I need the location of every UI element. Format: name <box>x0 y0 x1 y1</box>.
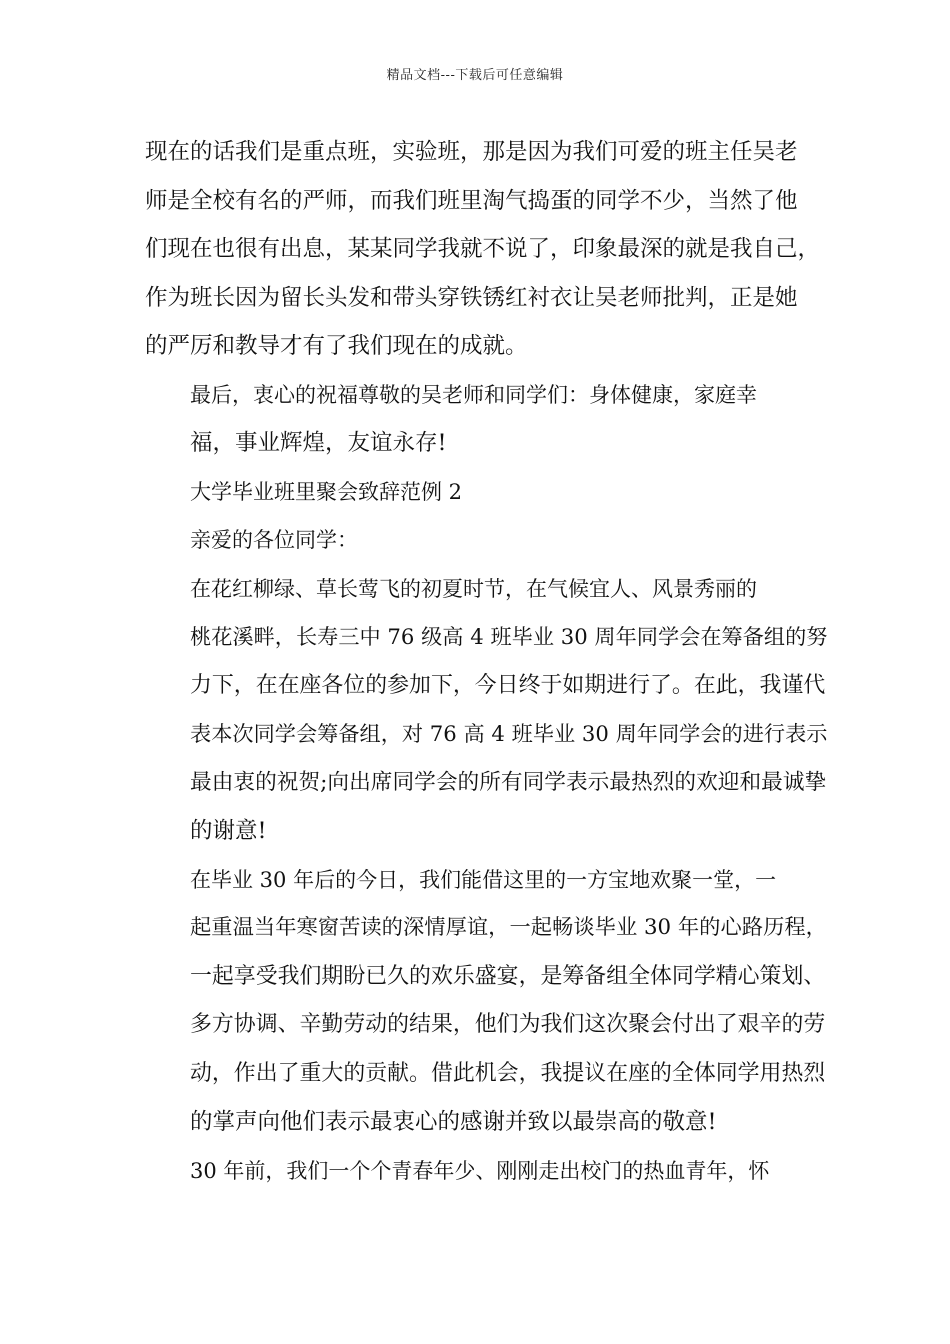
text-line: 师是全校有名的严师，而我们班里淘气捣蛋的同学不少，当然了他 <box>145 187 798 214</box>
text-line: 桃花溪畔，长寿三中 76 级高 4 班毕业 30 周年同学会在筹备组的努 <box>190 624 828 649</box>
text-line: 在毕业 30 年后的今日，我们能借这里的一方宝地欢聚一堂，一 <box>190 866 777 892</box>
text-line: 的严厉和教导才有了我们现在的成就。 <box>145 333 528 359</box>
text-line: 动，作出了重大的贡献。借此机会，我提议在座的全体同学用热烈 <box>190 1060 826 1086</box>
paragraph <box>145 516 825 565</box>
text-line: 多方协调、辛勤劳动的结果，他们为我们这次聚会付出了艰辛的劳 <box>190 1012 826 1037</box>
page-header: 精品文档---下载后可任意编辑 <box>386 68 564 83</box>
text-line: 作为班长因为留长头发和带头穿铁锈红衬衣让吴老师批判，正是她 <box>145 284 798 311</box>
paragraph <box>145 1147 825 1196</box>
text-line: 表本次同学会筹备组，对 76 高 4 班毕业 30 周年同学会的进行表示 <box>190 721 828 746</box>
text-line: 福，事业辉煌，友谊永存! <box>190 430 447 456</box>
text-line: 30 年前，我们一个个青春年少、刚刚走出校门的热血青年，怀 <box>190 1157 770 1183</box>
text-line: 最由衷的祝贺;向出席同学会的所有同学表示最热烈的欢迎和最诚挚 <box>190 769 827 795</box>
paragraph <box>145 856 825 1147</box>
text-line: 现在的话我们是重点班，实验班，那是因为我们可爱的班主任吴老 <box>145 139 798 165</box>
text-line: 最后，衷心的祝福尊敬的吴老师和同学们：身体健康，家庭幸 <box>190 381 757 407</box>
text-line: 大学毕业班里聚会致辞范例 2 <box>190 478 463 504</box>
text-line: 的谢意! <box>190 818 267 844</box>
paragraph <box>145 128 825 371</box>
paragraph <box>145 371 825 468</box>
text-line: 亲爱的各位同学： <box>190 527 358 552</box>
text-line: 的掌声向他们表示最衷心的感谢并致以最崇高的敬意! <box>190 1109 717 1135</box>
paragraph <box>145 565 828 856</box>
text-line: 一起享受我们期盼已久的欢乐盛宴，是筹备组全体同学精心策划、 <box>190 963 826 989</box>
paragraph <box>145 468 825 517</box>
text-line: 起重温当年寒窗苦读的深情厚谊，一起畅谈毕业 30 年的心路历程， <box>190 915 827 940</box>
text-line: 们现在也很有出息，某某同学我就不说了，印象最深的就是我自己， <box>145 236 821 262</box>
text-line: 力下，在在座各位的参加下，今日终于如期进行了。在此，我谨代 <box>190 672 826 698</box>
document-body <box>145 128 828 1195</box>
text-line: 在花红柳绿、草长莺飞的初夏时节，在气候宜人、风景秀丽的 <box>190 575 757 601</box>
